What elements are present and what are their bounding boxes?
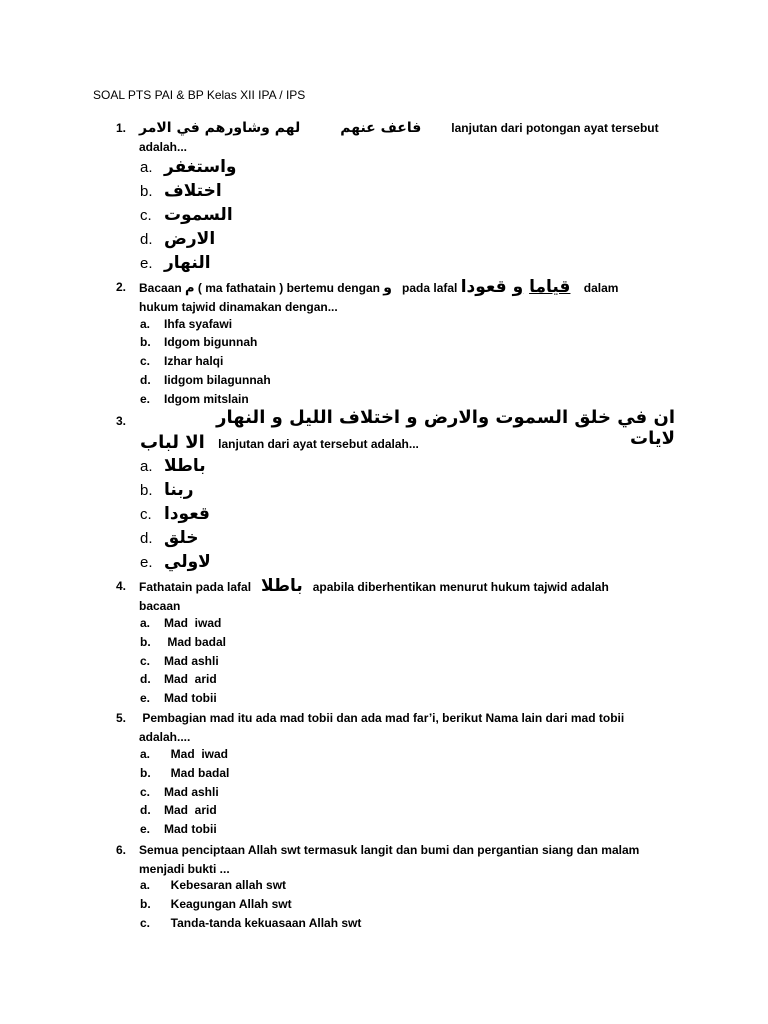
option-d: d. Iidgom bilagunnah bbox=[140, 373, 271, 387]
option-c: c. قعودا bbox=[140, 504, 210, 524]
option-text: اختلاف bbox=[164, 181, 222, 201]
question-text-line: dalam bbox=[583, 281, 619, 295]
option-b: b. Idgom bigunnah bbox=[140, 335, 258, 349]
option-text: لاولي bbox=[164, 552, 211, 572]
question-number: 2. bbox=[116, 280, 127, 294]
question-text bbox=[139, 119, 679, 157]
option-text: Mad tobii bbox=[164, 691, 217, 705]
option-e: e. النهار bbox=[140, 253, 211, 273]
option-a: a. Ihfa syafawi bbox=[140, 317, 233, 331]
arabic-phrase: لهم وشاورهم في الامر bbox=[139, 120, 301, 136]
question-number: 6. bbox=[116, 843, 127, 857]
question-text bbox=[139, 278, 679, 317]
question-number: 1. bbox=[116, 121, 127, 135]
arabic-lafal: باطلا bbox=[261, 576, 303, 596]
option-text: Iidgom bilagunnah bbox=[164, 373, 271, 387]
option-e: e. Idgom mitslain bbox=[140, 392, 249, 406]
option-b: b. Mad badal bbox=[140, 635, 227, 649]
option-text: Mad iwad bbox=[164, 616, 222, 630]
option-text: Mad arid bbox=[164, 672, 217, 686]
option-d: d. Mad arid bbox=[140, 672, 217, 686]
question-text-line: bacaan bbox=[139, 599, 181, 613]
option-text: باطلا bbox=[164, 456, 206, 476]
option-a: a. Mad iwad bbox=[140, 747, 229, 761]
option-c: c. Tanda-tanda kekuasaan Allah swt bbox=[140, 916, 362, 930]
option-c: c. Izhar halqi bbox=[140, 354, 224, 368]
option-d: d. Mad arid bbox=[140, 803, 217, 817]
option-text: Mad arid bbox=[164, 803, 217, 817]
option-c: c. Mad ashli bbox=[140, 654, 219, 668]
arabic-lafal: قياما و قعودا bbox=[460, 277, 571, 297]
question-text-line: menjadi bukti ... bbox=[139, 862, 230, 876]
question-text-line: pada lafal bbox=[402, 281, 458, 295]
option-text: ربنا bbox=[164, 480, 194, 500]
question-text-line: Semua penciptaan Allah swt termasuk langit dan bumi dan pergantian siang dan malam bbox=[139, 843, 640, 857]
arabic-phrase: فاعف عنهم bbox=[340, 120, 422, 136]
option-text: Idgom bigunnah bbox=[164, 335, 258, 349]
arabic-letter: م bbox=[185, 281, 195, 296]
option-text: Izhar halqi bbox=[164, 354, 224, 368]
option-text: Mad tobii bbox=[164, 822, 217, 836]
question-text-line: lanjutan dari potongan ayat tersebut bbox=[451, 121, 659, 135]
option-text: السموت bbox=[164, 205, 233, 225]
option-text: Idgom mitslain bbox=[164, 392, 249, 406]
question-text-line: adalah... bbox=[139, 140, 188, 154]
option-text: Mad badal bbox=[164, 635, 227, 649]
option-text: الارض bbox=[164, 229, 216, 249]
option-text: Keagungan Allah swt bbox=[164, 897, 292, 911]
option-a: a. باطلا bbox=[140, 456, 206, 476]
option-b: b. اختلاف bbox=[140, 181, 222, 201]
question-text-line: hukum tajwid dinamakan dengan... bbox=[139, 300, 338, 314]
question-text-line: adalah.... bbox=[139, 730, 191, 744]
option-text: واستغفر bbox=[164, 157, 237, 177]
question-text-line: lanjutan dari ayat tersebut adalah... bbox=[218, 437, 419, 451]
option-b: b. ربنا bbox=[140, 480, 194, 500]
question-number: 5. bbox=[116, 711, 127, 725]
option-text: Mad badal bbox=[164, 766, 230, 780]
document-title: SOAL PTS PAI & BP Kelas XII IPA / IPS bbox=[93, 88, 306, 102]
question-text bbox=[139, 577, 679, 616]
option-text: Mad ashli bbox=[164, 785, 219, 799]
arabic-letter: و bbox=[383, 280, 392, 296]
option-e: e. Mad tobii bbox=[140, 822, 217, 836]
question-text-line: apabila diberhentikan menurut hukum tajwid adalah bbox=[312, 580, 609, 594]
question-number: 3. bbox=[116, 414, 127, 428]
option-text: Tanda-tanda kekuasaan Allah swt bbox=[164, 916, 362, 930]
option-a: a. Mad iwad bbox=[140, 616, 222, 630]
question-text-line: ( ma fathatain ) bertemu dengan bbox=[197, 281, 380, 295]
arabic-verse: الا لباب bbox=[140, 432, 205, 453]
option-e: e. Mad tobii bbox=[140, 691, 217, 705]
question-text bbox=[139, 841, 679, 879]
option-b: b. Mad badal bbox=[140, 766, 230, 780]
option-c: c. السموت bbox=[140, 205, 233, 225]
option-text: Ihfa syafawi bbox=[164, 317, 233, 331]
option-text: قعودا bbox=[164, 504, 210, 524]
option-text: النهار bbox=[164, 253, 211, 273]
option-a: a. واستغفر bbox=[140, 157, 237, 177]
arabic-verse: ان في خلق السموت والارض و اختلاف الليل و النهار لايات bbox=[216, 407, 675, 449]
option-b: b. Keagungan Allah swt bbox=[140, 897, 292, 911]
question-text-line: Pembagian mad itu ada mad tobii dan ada mad far’i, berikut Nama lain dari mad tobii bbox=[139, 711, 625, 725]
question-number: 4. bbox=[116, 579, 127, 593]
question-text-line: Bacaan bbox=[139, 281, 182, 295]
option-text: Mad ashli bbox=[164, 654, 219, 668]
option-c: c. Mad ashli bbox=[140, 785, 219, 799]
question-text bbox=[139, 709, 679, 747]
option-text: خلق bbox=[164, 528, 199, 548]
option-e: e. لاولي bbox=[140, 552, 211, 572]
option-text: Kebesaran allah swt bbox=[164, 878, 287, 892]
option-a: a. Kebesaran allah swt bbox=[140, 878, 287, 892]
option-d: d. الارض bbox=[140, 229, 216, 249]
option-text: Mad iwad bbox=[164, 747, 229, 761]
question-text bbox=[140, 432, 419, 453]
option-d: d. خلق bbox=[140, 528, 199, 548]
question-text-line: Fathatain pada lafal bbox=[139, 580, 252, 594]
